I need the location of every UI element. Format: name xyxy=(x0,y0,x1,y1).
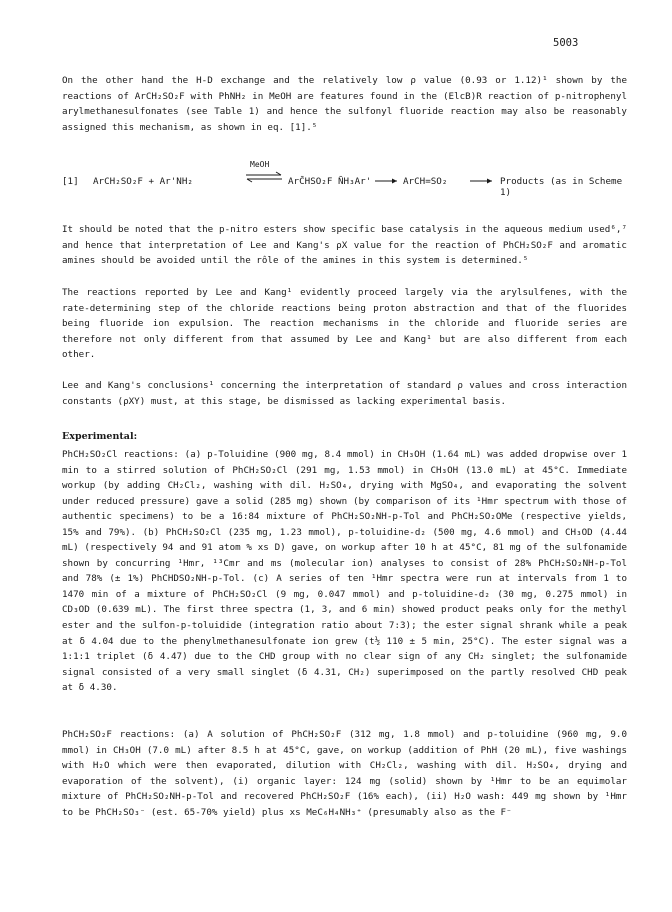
paragraph-fluoride-experimental: PhCH₂SO₂F reactions: (a) A solution of PhCH₂SO₂F (312 mg, 1.8 mmol) and p-toluidine (960 mg, 9.0 mmol) in CH₃OH (7.0 mL) after 8.5 h at 45°C, gave, on workup (addition of PhH (20 mL), five washings with H₂O which were then evaporated, dilution with CH₂Cl₂, washing with dil. H₂SO₄, drying and evaporation of the solvent), (i) organic layer: 124 mg (solid) shown by ¹Hmr to be an equimolar mixture of PhCH₂SO₂NH-p-Tol and recovered PhCH₂SO₂F (16% each), (ii) H₂O wash: 449 mg shown by ¹Hmr to be PhCH₂SO₃⁻ (est. 65-70% yield) plus xs MeC₆H₄NH₃⁺ (presumably also as the F⁻ xyxy=(62,729,627,818)
paragraph-mechanism-assignment: On the other hand the H-D exchange and the relatively low ρ value (0.93 or 1.12)¹ shown by the reactions of ArCH₂SO₂F with PhNH₂ in MeOH are features found in the (ElcB)R reaction of p-nitrophenyl arylmethanesulfonates (see Table 1) and hence the sulfonyl fluoride reaction may also be reasonably assigned this mechanism, as shown in eq. [1].⁵ xyxy=(62,75,627,133)
equation-reactants: ArCH₂SO₂F + Ar'NH₂ xyxy=(93,176,193,187)
equation-intermediate: ArC̄HSO₂F N̄H₃Ar' xyxy=(288,176,372,187)
equation-1 xyxy=(62,158,627,198)
equation-products: Products (as in Scheme 1) xyxy=(500,176,623,198)
equation-catalyst: MeOH xyxy=(250,160,270,169)
reaction-arrow-icon xyxy=(470,176,494,186)
page-number: 5003 xyxy=(553,37,579,49)
paragraph-specific-base-catalysis: It should be noted that the p-nitro esters show specific base catalysis in the aqueous medium used⁶,⁷ and hence that interpretation of Lee and Kang's ρX value for the reaction of PhCH₂SO₂F and aromatic amines should be avoided until the rôle of the amines in this system is determined.⁵ xyxy=(62,224,627,267)
paragraph-chloride-experimental: PhCH₂SO₂Cl reactions: (a) p-Toluidine (900 mg, 8.4 mmol) in CH₃OH (1.64 mL) was added dropwise over 1 min to a stirred solution of PhCH₂SO₂Cl (291 mg, 1.53 mmol) in CH₃OH (13.0 mL) at 45°C. Immediate workup (by adding CH₂Cl₂, washing with dil. H₂SO₄, drying with MgSO₄, and evaporating the solvent under reduced pressure) gave a solid (285 mg) shown (by comparison of its ¹Hmr spectrum with those of authentic specimens) to be a 16:84 mixture of PhCH₂SO₂NH-p-Tol and PhCH₂SO₂OMe (respective yields, 15% and 79%). (b) PhCH₂SO₂Cl (235 mg, 1.23 mmol), p-toluidine-d₂ (500 mg, 4.6 mmol) and CH₃OD (4.44 mL) (respectively 94 and 91 atom % xs D) gave, on workup after 10 h at 45°C, 81 mg of the sulfonamide shown by concurring ¹Hmr, ¹³Cmr and ms (molecular ion) analyses to consist of 28% PhCH₂SO₂NH-p-Tol and 78% (± 1%) PhCHDSO₂NH-p-Tol. (c) A series of ten ¹Hmr spectra were run at intervals from 1 to 1470 min of a mixture of PhCH₂SO₂Cl (9 mg, 0.047 mmol) and p-toluidine-d₂ (30 mg, 0.275 mmol) in CD₃OD (0.639 mL). The first three spectra (1, 3, and 6 min) showed product peaks only for the methyl ester and the sulfon-p-toluidide (integration ratio about 7:3); the ester signal shrank while a peak at δ 4.04 due to the phenylmethanesulfonate ion grew (t½ 110 ± 5 min, 25°C). The ester signal was a 1:1:1 triplet (δ 4.47) due to the CHD group with no clear sign of any CH₂ singlet; the sulfonamide signal consisted of a very small singlet (δ 4.31, CH₂) superimposed on the partly resolved CHD peak at δ 4.30. xyxy=(62,449,627,694)
paragraph-arylsulfene-mechanism: The reactions reported by Lee and Kang¹ evidently proceed largely via the arylsulfenes, with the rate-determining step of the chloride reactions being proton abstraction and that of the fluorides being fluoride ion expulsion. The reaction mechanisms in the chloride and fluoride series are therefore not only different from that assumed by Lee and Kang¹ but are also different from each other. xyxy=(62,287,627,361)
equilibrium-arrow-icon xyxy=(245,168,283,186)
equation-sulfene: ArCH=SO₂ xyxy=(403,176,448,187)
paragraph-conclusions: Lee and Kang's conclusions¹ concerning the interpretation of standard ρ values and cross interaction constants (ρXY) must, at this stage, be dismissed as lacking experimental basis. xyxy=(62,380,627,407)
experimental-heading: Experimental: xyxy=(62,431,138,442)
equation-label: [1] xyxy=(62,176,79,187)
reaction-arrow-icon xyxy=(375,176,399,186)
